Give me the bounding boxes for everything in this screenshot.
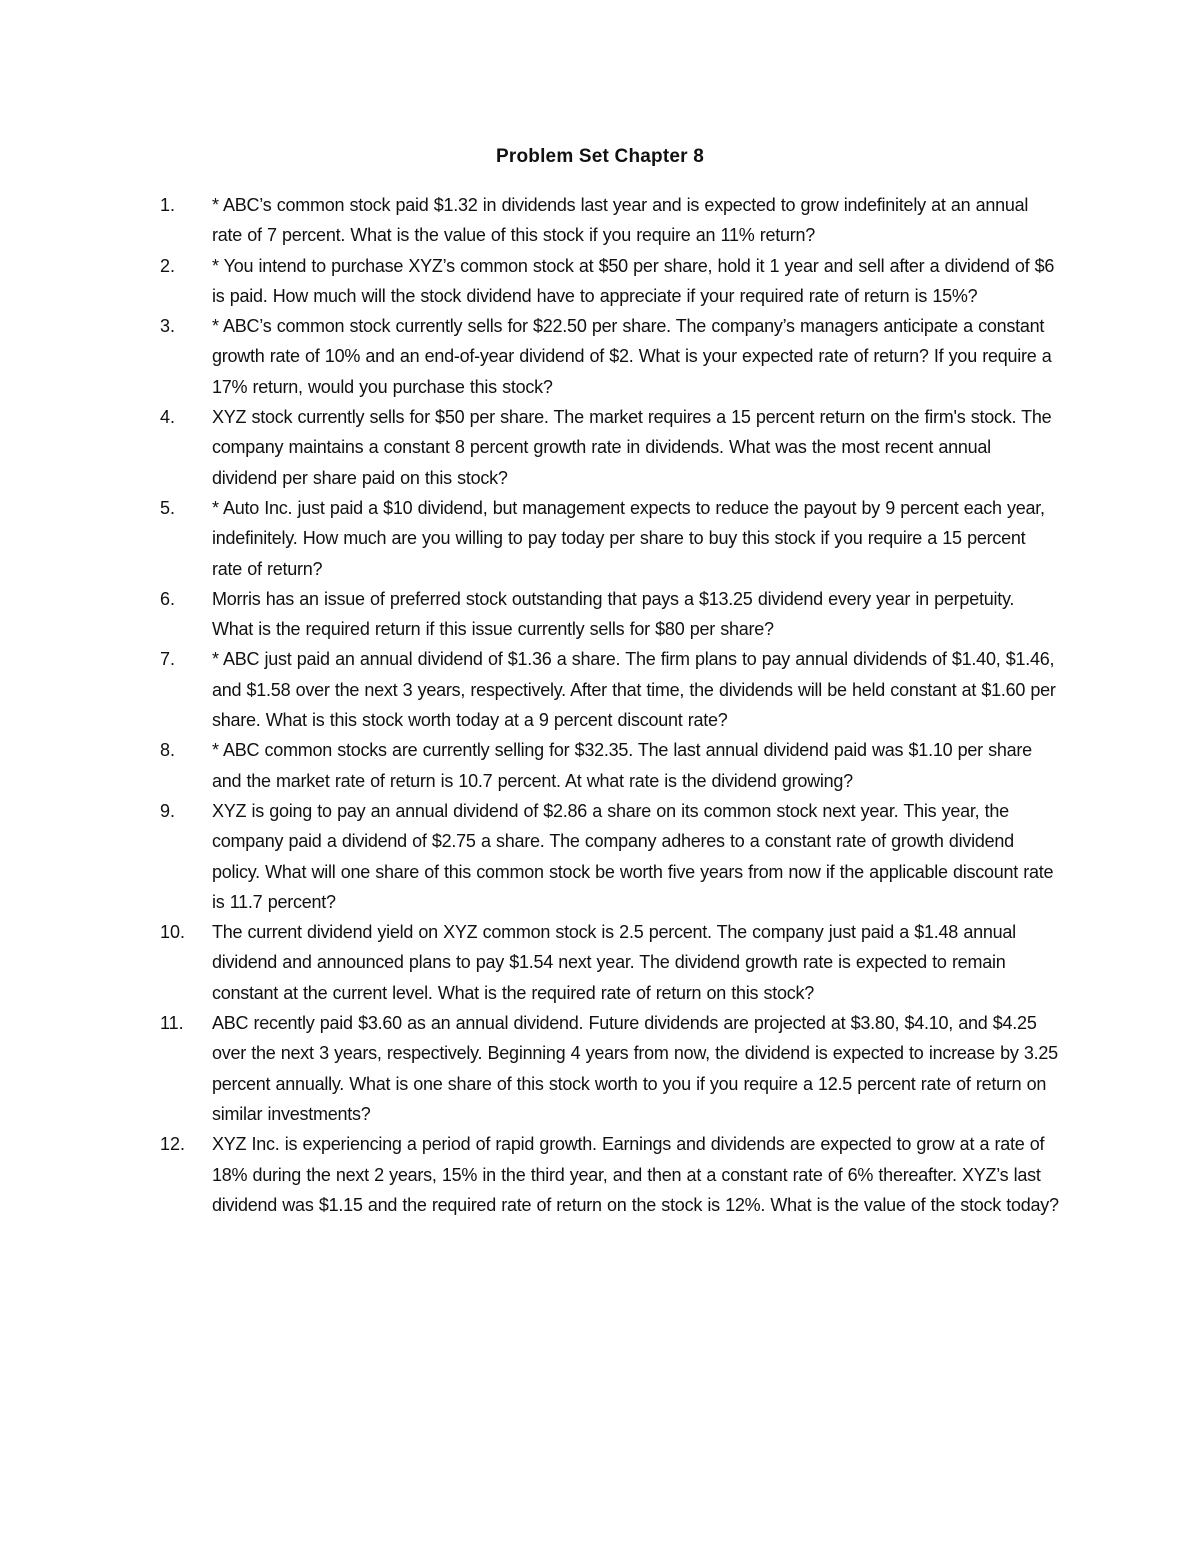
problem-text: XYZ Inc. is experiencing a period of rapid growth. Earnings and dividends are expected to grow at a rate of 18% during the next 2 years, 15% in the third year, and then at a constant rate of 6% thereafter. XYZ’s last dividend was $1.15 and the required rate of return on the stock is 12%. What is the value of the stock today? (212, 1134, 1059, 1215)
problem-number: 3. (160, 316, 176, 337)
problem-number: 2. (160, 255, 176, 276)
problem-item (160, 796, 1060, 917)
problem-text: * You intend to purchase XYZ’s common stock at $50 per share, hold it 1 year and sell after a dividend of $6 is paid. How much will the stock dividend have to appreciate if your required rate of return is 15%? (212, 255, 1055, 306)
problem-text: Morris has an issue of preferred stock outstanding that pays a $13.25 dividend every year in perpetuity. What is the required return if this issue currently sells for $80 per share? (212, 588, 1015, 640)
problem-number: 7. (160, 649, 176, 670)
problem-item (160, 402, 1060, 493)
problem-text: * ABC common stocks are currently selling for $32.35. The last annual dividend paid was $1.10 per share and the market rate of return is 10.7 percent. At what rate is the dividend growing? (212, 740, 1032, 791)
problem-item (160, 584, 1060, 645)
problem-text: * ABC’s common stock currently sells for $22.50 per share. The company’s managers anticipate a constant growth rate of 10% and an end-of-year dividend of $2. What is your expected rate of return? If you require a 17% return, would you purchase this stock? (212, 316, 1052, 397)
problem-item (160, 644, 1060, 735)
problem-number: 11. (160, 1013, 184, 1034)
problem-item (160, 493, 1060, 584)
problem-number: 4. (160, 407, 176, 428)
problem-number: 9. (160, 800, 176, 821)
problem-text: XYZ is going to pay an annual dividend of $2.86 a share on its common stock next year. This year, the company paid a dividend of $2.75 a share. The company adheres to a constant rate of growth dividend policy. What will one share of this common stock be worth five years from now if the applicable discount rate is 11.7 percent? (212, 800, 1054, 912)
problem-item (160, 1129, 1060, 1220)
problem-number: 8. (160, 740, 176, 761)
problem-item (160, 311, 1060, 402)
problem-number: 10. (160, 922, 186, 943)
problem-item (160, 735, 1060, 796)
problem-text: * ABC just paid an annual dividend of $1.36 a share. The firm plans to pay annual dividends of $1.40, $1.46, and $1.58 over the next 3 years, respectively. After that time, the dividends will be held constant at $1.60 per share. What is this stock worth today at a 9 percent discount rate? (212, 649, 1056, 731)
problem-text: XYZ stock currently sells for $50 per share. The market requires a 15 percent return on the firm's stock. The company maintains a constant 8 percent growth rate in dividends. What was the most recent annual dividend per share paid on this stock? (212, 407, 1052, 488)
problem-number: 12. (160, 1134, 186, 1155)
problem-item (160, 917, 1060, 1008)
problem-text: The current dividend yield on XYZ common stock is 2.5 percent. The company just paid a $1.48 annual dividend and announced plans to pay $1.54 next year. The dividend growth rate is expected to remain constant at the current level. What is the required rate of return on this stock? (212, 922, 1016, 1003)
problem-item (160, 251, 1060, 312)
problem-text: * ABC’s common stock paid $1.32 in dividends last year and is expected to grow indefinitely at an annual rate of 7 percent. What is the value of this stock if you require an 11% return? (212, 195, 1029, 246)
problem-text: * Auto Inc. just paid a $10 dividend, but management expects to reduce the payout by 9 percent each year, indefinitely. How much are you willing to pay today per share to buy this stock if you require a 15 percent rate of return? (212, 497, 1045, 579)
problem-text: ABC recently paid $3.60 as an annual dividend. Future dividends are projected at $3.80, $4.10, and $4.25 over the next 3 years, respectively. Beginning 4 years from now, the dividend is expected to increase by 3.25 percent annually. What is one share of this stock worth to you if you require a 12.5 percent rate of return on similar investments? (212, 1013, 1058, 1124)
problem-number: 5. (160, 497, 176, 518)
problem-item (160, 1008, 1060, 1129)
problem-number: 6. (160, 588, 176, 609)
problem-number: 1. (160, 195, 176, 215)
problem-item (160, 190, 1060, 251)
page-title: Problem Set Chapter 8 (496, 146, 704, 167)
problem-list (160, 190, 1060, 1220)
